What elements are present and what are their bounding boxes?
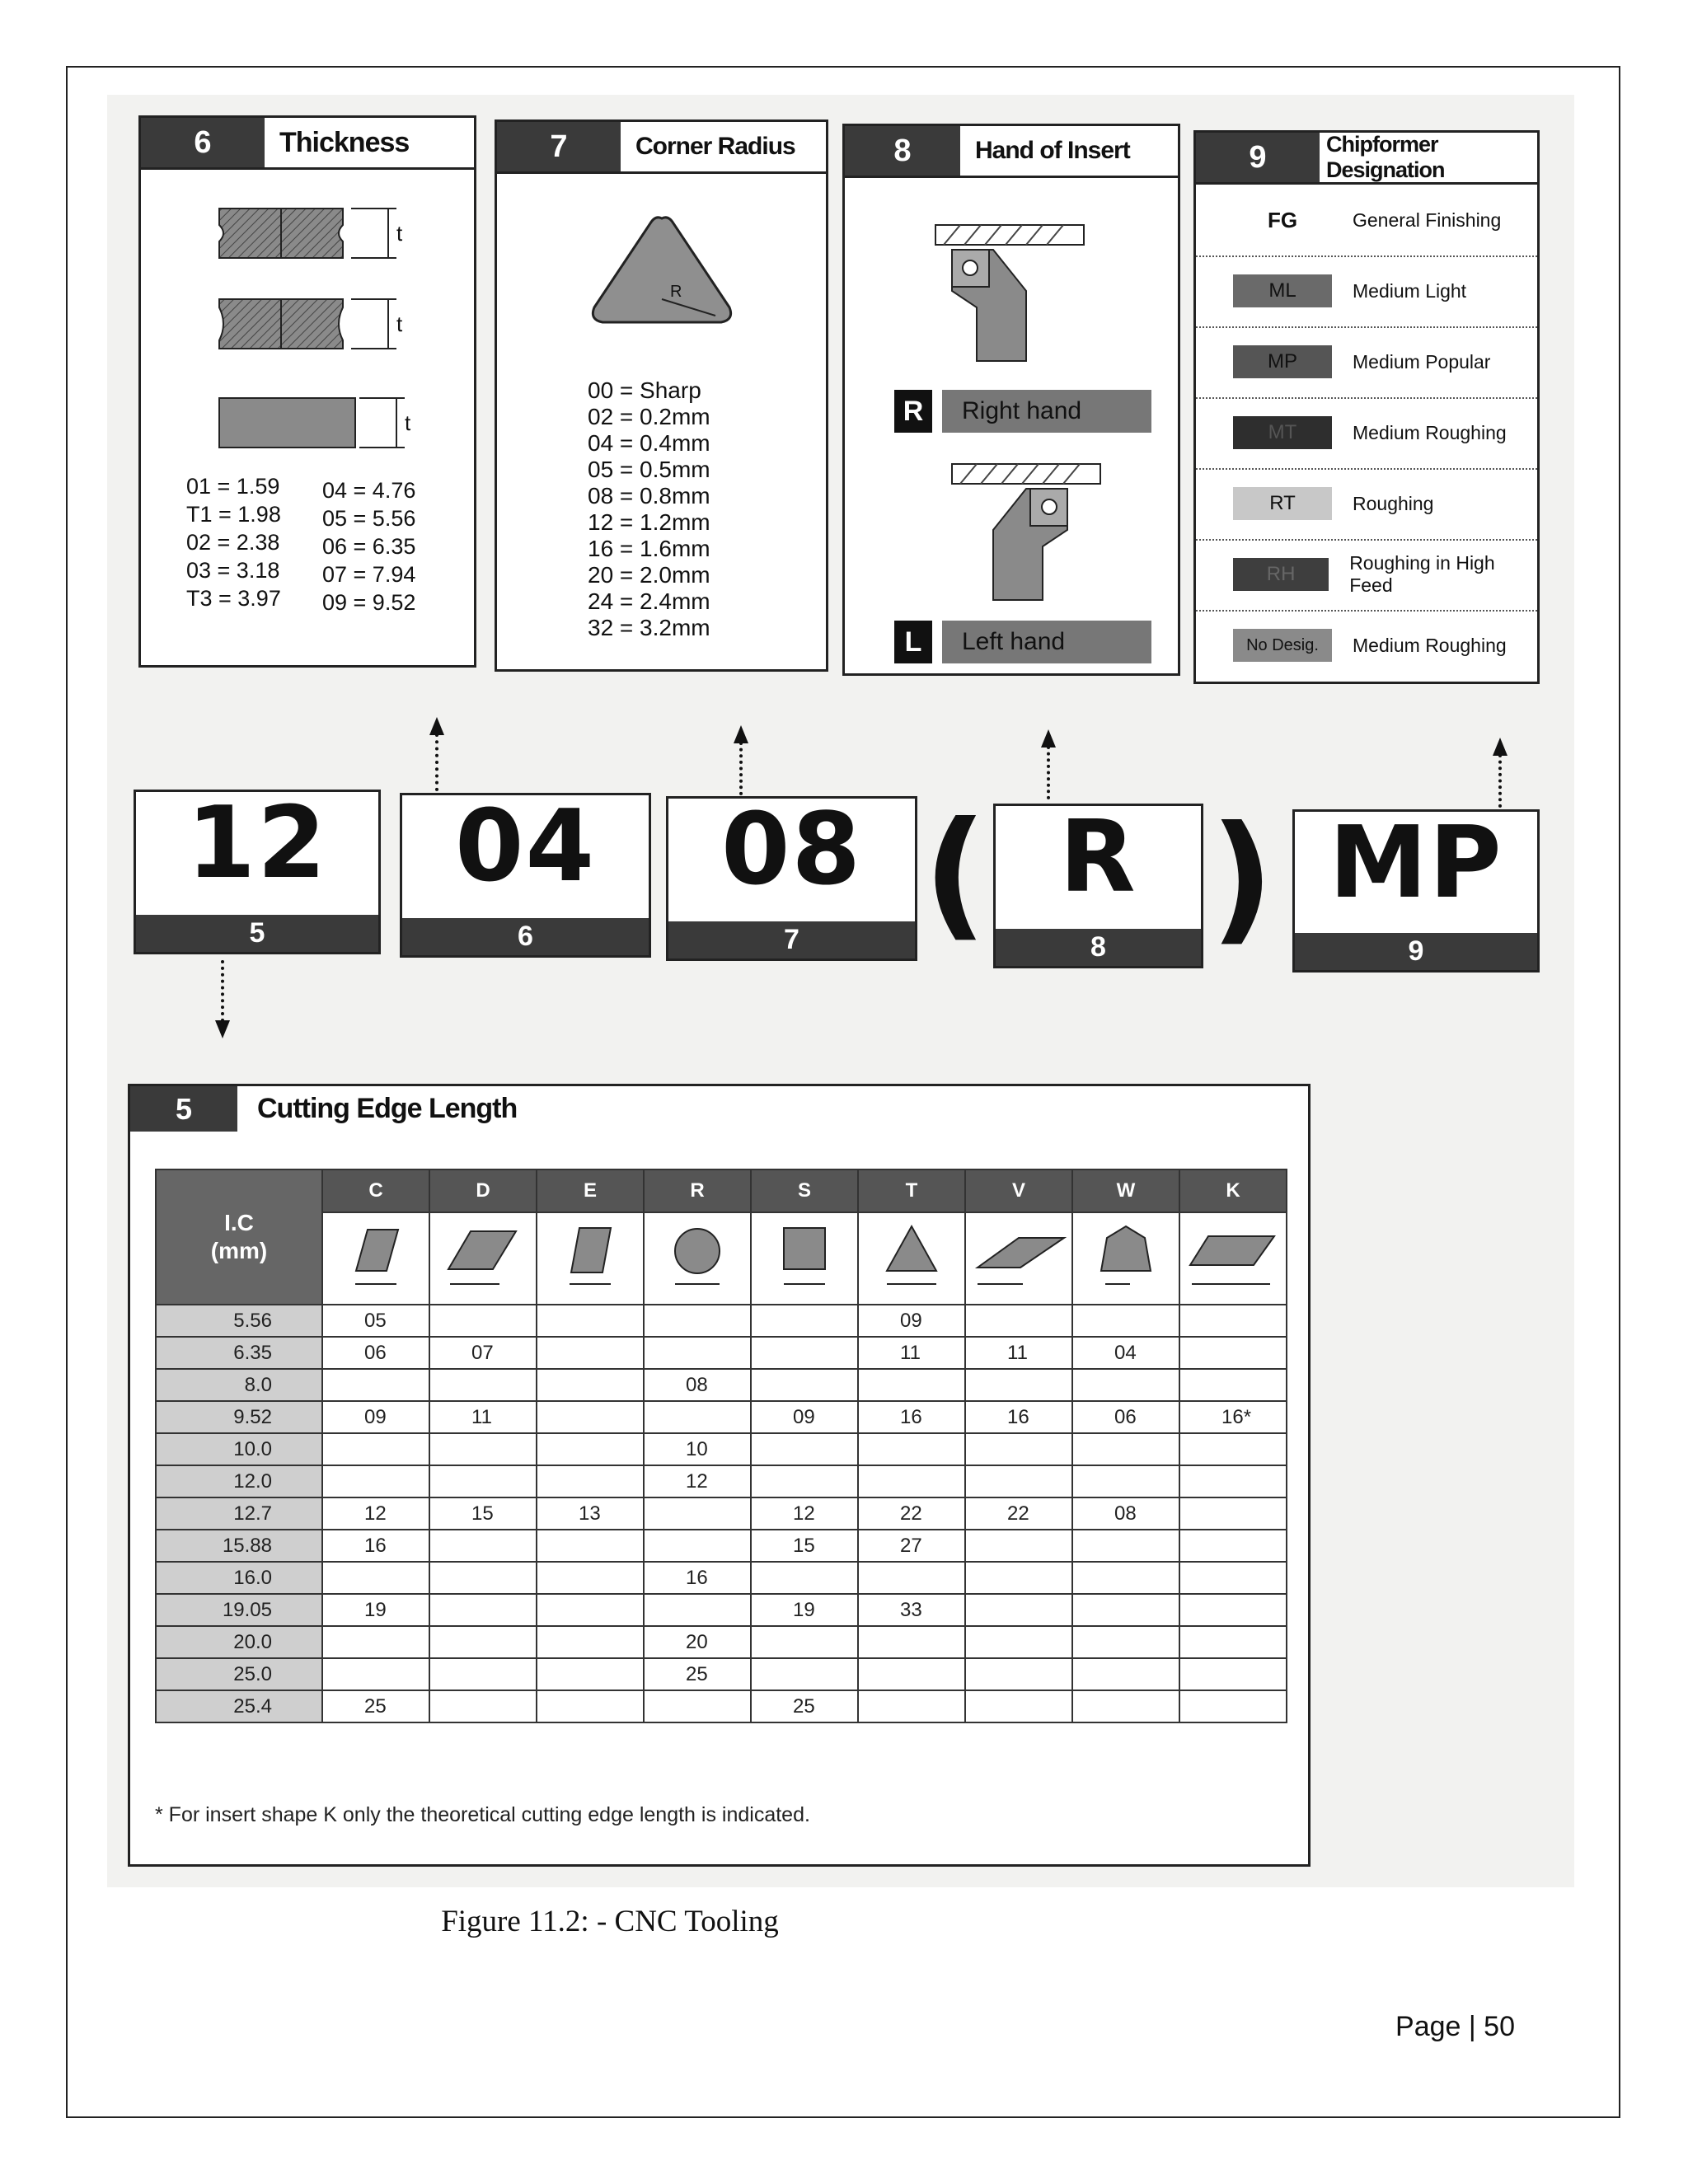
- edge-length-cell: [965, 1530, 1072, 1562]
- radius-value: 24 = 2.4mm: [588, 588, 710, 614]
- thickness-value: T1 = 1.98: [186, 502, 281, 527]
- radius-value: 04 = 0.4mm: [588, 430, 710, 456]
- edge-length-cell: [429, 1562, 537, 1594]
- radius-value: 12 = 1.2mm: [588, 509, 710, 535]
- table-row: [156, 1337, 1287, 1369]
- chipformer-desc: Medium Popular: [1353, 350, 1491, 373]
- shape-d-icon: [429, 1212, 537, 1305]
- chipformer-code: ML: [1233, 274, 1332, 307]
- chipformer-header: [1196, 133, 1537, 185]
- ic-value: 25.4: [156, 1690, 322, 1722]
- edge-length-cell: [644, 1305, 751, 1337]
- edge-length-cell: [537, 1594, 644, 1626]
- insert-profile-3: [219, 398, 355, 448]
- edge-length-cell: 22: [858, 1497, 965, 1530]
- arrow-to-chipformer: [1498, 754, 1502, 808]
- thickness-value: 03 = 3.18: [186, 558, 280, 583]
- radius-value: 02 = 0.2mm: [588, 404, 710, 429]
- cutting-edge-title: Cutting Edge Length: [257, 1093, 518, 1124]
- edge-length-cell: [537, 1401, 644, 1433]
- shape-e-icon: [537, 1212, 644, 1305]
- edge-length-cell: [644, 1690, 751, 1722]
- edge-length-cell: 11: [429, 1401, 537, 1433]
- edge-length-cell: [537, 1690, 644, 1722]
- hand-of-insert-panel: [842, 124, 1180, 676]
- edge-length-cell: [1072, 1626, 1179, 1658]
- radius-value: 20 = 2.0mm: [588, 562, 710, 588]
- column-header-r: R: [644, 1169, 751, 1212]
- code-number: 6: [402, 918, 649, 955]
- edge-length-cell: [1179, 1594, 1287, 1626]
- thickness-header: [141, 118, 474, 170]
- column-header-s: S: [751, 1169, 858, 1212]
- edge-length-cell: 11: [858, 1337, 965, 1369]
- chipformer-code: FG: [1267, 207, 1298, 232]
- edge-length-cell: [1179, 1658, 1287, 1690]
- arrow-tip: [429, 717, 444, 735]
- edge-length-cell: [429, 1465, 537, 1497]
- hand-number: 8: [845, 126, 960, 176]
- edge-length-cell: [1072, 1530, 1179, 1562]
- figure-caption: Figure 11.2: - CNC Tooling: [441, 1905, 779, 1938]
- edge-length-cell: 13: [537, 1497, 644, 1530]
- arrow-tip: [215, 1020, 230, 1038]
- cutting-edge-number: 5: [130, 1086, 237, 1132]
- column-header-v: V: [965, 1169, 1072, 1212]
- cutting-edge-footnote: * For insert shape K only the theoretical cutting edge length is indicated.: [155, 1803, 810, 1826]
- table-header-row: [156, 1169, 1287, 1212]
- ic-value: 20.0: [156, 1626, 322, 1658]
- ic-value: 15.88: [156, 1530, 322, 1562]
- code-number: 5: [136, 915, 378, 952]
- right-hand-row: [894, 390, 1151, 433]
- edge-length-cell: 11: [965, 1337, 1072, 1369]
- thickness-value: 04 = 4.76: [322, 478, 416, 503]
- edge-length-cell: [322, 1433, 429, 1465]
- edge-length-cell: 33: [858, 1594, 965, 1626]
- chipformer-row: [1196, 610, 1537, 681]
- edge-length-cell: [1072, 1658, 1179, 1690]
- edge-length-cell: 09: [751, 1401, 858, 1433]
- edge-length-cell: 15: [751, 1530, 858, 1562]
- edge-length-cell: [1179, 1433, 1287, 1465]
- edge-length-cell: 06: [322, 1337, 429, 1369]
- chipformer-code: RH: [1233, 558, 1329, 591]
- table-row: [156, 1562, 1287, 1594]
- chipformer-code: RT: [1233, 487, 1332, 520]
- code-value: MP: [1329, 806, 1503, 921]
- cutting-edge-panel: [128, 1084, 1311, 1867]
- table-row: [156, 1658, 1287, 1690]
- edge-length-cell: [751, 1658, 858, 1690]
- edge-length-cell: [1179, 1530, 1287, 1562]
- edge-length-cell: [537, 1465, 644, 1497]
- edge-length-cell: [644, 1530, 751, 1562]
- edge-length-cell: 25: [751, 1690, 858, 1722]
- edge-length-cell: [1072, 1305, 1179, 1337]
- hand-of-insert-header: [845, 126, 1178, 178]
- chipformer-row: [1196, 468, 1537, 541]
- chipformer-desc: General Finishing: [1353, 209, 1502, 231]
- edge-length-cell: [322, 1626, 429, 1658]
- edge-length-cell: [1072, 1433, 1179, 1465]
- edge-length-cell: [429, 1626, 537, 1658]
- shape-row: [156, 1212, 1287, 1305]
- edge-length-cell: 08: [644, 1369, 751, 1401]
- arrow-to-cutting-edge: [221, 960, 224, 1022]
- table-row: [156, 1530, 1287, 1562]
- edge-length-cell: [429, 1530, 537, 1562]
- code-value: R: [1059, 800, 1137, 915]
- edge-length-cell: [858, 1690, 965, 1722]
- edge-length-cell: 16: [858, 1401, 965, 1433]
- edge-length-cell: [1179, 1562, 1287, 1594]
- thickness-value: 06 = 6.35: [322, 534, 416, 559]
- edge-length-cell: [965, 1562, 1072, 1594]
- table-row: [156, 1305, 1287, 1337]
- column-header-e: E: [537, 1169, 644, 1212]
- code-number: 9: [1295, 933, 1537, 970]
- edge-length-cell: 04: [1072, 1337, 1179, 1369]
- edge-length-cell: 27: [858, 1530, 965, 1562]
- edge-length-cell: [644, 1497, 751, 1530]
- edge-length-cell: 12: [322, 1497, 429, 1530]
- chipformer-code: MP: [1233, 345, 1332, 378]
- shape-r-icon: [644, 1212, 751, 1305]
- edge-length-cell: [537, 1305, 644, 1337]
- edge-length-cell: [644, 1401, 751, 1433]
- edge-length-cell: [537, 1433, 644, 1465]
- page-number: Page | 50: [1395, 2011, 1515, 2042]
- edge-length-cell: [322, 1658, 429, 1690]
- ic-column-header: [156, 1169, 322, 1305]
- close-parenthesis: ): [1210, 796, 1274, 959]
- edge-length-cell: [1072, 1369, 1179, 1401]
- table-row: [156, 1465, 1287, 1497]
- edge-length-cell: [965, 1433, 1072, 1465]
- edge-length-cell: 25: [322, 1690, 429, 1722]
- thickness-value: 05 = 5.56: [322, 506, 416, 531]
- edge-length-cell: [429, 1658, 537, 1690]
- edge-length-cell: 19: [322, 1594, 429, 1626]
- column-header-w: W: [1072, 1169, 1179, 1212]
- chipformer-number: 9: [1196, 133, 1320, 182]
- edge-length-cell: 16*: [1179, 1401, 1287, 1433]
- left-hand-label: Left hand: [942, 621, 1151, 663]
- ic-unit-label: (mm): [210, 1238, 268, 1263]
- edge-length-cell: [322, 1369, 429, 1401]
- radius-value: 32 = 3.2mm: [588, 615, 710, 640]
- thickness-value: 07 = 7.94: [322, 562, 416, 587]
- thickness-t-label-2: t: [396, 312, 403, 336]
- chipformer-desc: Medium Roughing: [1353, 421, 1507, 443]
- edge-length-cell: 09: [858, 1305, 965, 1337]
- edge-length-cell: [1072, 1690, 1179, 1722]
- edge-length-cell: 08: [1072, 1497, 1179, 1530]
- chipformer-row: [1196, 326, 1537, 399]
- ic-value: 8.0: [156, 1369, 322, 1401]
- table-row: [156, 1497, 1287, 1530]
- right-hand-letter: R: [894, 390, 932, 433]
- code-box-hand: [993, 800, 1203, 968]
- edge-length-cell: [858, 1626, 965, 1658]
- ic-value: 10.0: [156, 1433, 322, 1465]
- code-box-chipformer: [1292, 806, 1540, 972]
- chipformer-list: [1196, 185, 1537, 682]
- table-row: [156, 1433, 1287, 1465]
- thickness-value: T3 = 3.97: [186, 586, 281, 611]
- edge-length-cell: [1179, 1626, 1287, 1658]
- edge-length-cell: [429, 1433, 537, 1465]
- chipformer-row: [1196, 185, 1537, 257]
- edge-length-cell: 25: [644, 1658, 751, 1690]
- corner-radius-panel: [495, 120, 828, 672]
- edge-length-cell: 15: [429, 1497, 537, 1530]
- edge-length-cell: 12: [644, 1465, 751, 1497]
- code-box-cutting-edge: [134, 786, 381, 954]
- chipformer-row: [1196, 255, 1537, 328]
- edge-length-cell: 05: [322, 1305, 429, 1337]
- column-header-k: K: [1179, 1169, 1287, 1212]
- edge-length-cell: [537, 1337, 644, 1369]
- right-hand-tool-icon: [927, 217, 1109, 365]
- thickness-t-label-1: t: [396, 221, 403, 246]
- cutting-edge-rows: [156, 1305, 1287, 1722]
- column-header-c: C: [322, 1169, 429, 1212]
- edge-length-cell: [965, 1658, 1072, 1690]
- edge-length-cell: [429, 1690, 537, 1722]
- thickness-number: 6: [141, 118, 265, 167]
- shape-t-icon: [858, 1212, 965, 1305]
- chipformer-row: [1196, 397, 1537, 470]
- edge-length-cell: 16: [965, 1401, 1072, 1433]
- code-value: 08: [721, 793, 862, 907]
- code-value: 04: [455, 790, 596, 904]
- edge-length-cell: [537, 1562, 644, 1594]
- chipformer-code: MT: [1233, 416, 1332, 449]
- edge-length-cell: [1179, 1497, 1287, 1530]
- chipformer-panel: [1193, 130, 1540, 684]
- corner-radius-triangle-icon: [579, 209, 744, 332]
- edge-length-cell: 06: [1072, 1401, 1179, 1433]
- table-row: [156, 1369, 1287, 1401]
- open-parenthesis: (: [923, 792, 987, 955]
- column-header-t: T: [858, 1169, 965, 1212]
- edge-length-cell: [965, 1690, 1072, 1722]
- left-hand-letter: L: [894, 621, 932, 663]
- cutting-edge-table: [155, 1169, 1287, 1723]
- arrow-to-thickness: [435, 733, 438, 791]
- chipformer-desc: Medium Roughing: [1353, 634, 1507, 656]
- arrow-tip: [1493, 738, 1507, 756]
- edge-length-cell: 16: [644, 1562, 751, 1594]
- edge-length-cell: 22: [965, 1497, 1072, 1530]
- ic-value: 9.52: [156, 1401, 322, 1433]
- thickness-panel: [138, 115, 476, 668]
- table-row: [156, 1401, 1287, 1433]
- chipformer-code: No Desig.: [1233, 629, 1332, 662]
- thickness-value: 02 = 2.38: [186, 530, 280, 555]
- corner-radius-number: 7: [497, 122, 621, 171]
- corner-radius-title: Corner Radius: [621, 122, 826, 171]
- edge-length-cell: [965, 1369, 1072, 1401]
- edge-length-cell: 20: [644, 1626, 751, 1658]
- edge-length-cell: [751, 1433, 858, 1465]
- ic-value: 6.35: [156, 1337, 322, 1369]
- edge-length-cell: 19: [751, 1594, 858, 1626]
- table-row: [156, 1690, 1287, 1722]
- thickness-title: Thickness: [265, 118, 474, 167]
- thickness-values-right: [322, 476, 415, 616]
- edge-length-cell: [965, 1465, 1072, 1497]
- edge-length-cell: [751, 1626, 858, 1658]
- thickness-value: 01 = 1.59: [186, 474, 280, 499]
- chipformer-desc: Roughing in High Feed: [1349, 552, 1495, 596]
- cutting-edge-header: [130, 1086, 1202, 1132]
- edge-length-cell: [322, 1562, 429, 1594]
- edge-length-cell: [429, 1594, 537, 1626]
- radius-value: 05 = 0.5mm: [588, 457, 710, 482]
- thickness-value: 09 = 9.52: [322, 590, 416, 615]
- thickness-insert-diagrams: [211, 200, 409, 472]
- shape-v-icon: [965, 1212, 1072, 1305]
- edge-length-cell: [858, 1562, 965, 1594]
- code-number: 7: [668, 921, 915, 958]
- left-hand-tool-icon: [935, 456, 1117, 604]
- chipformer-desc: Medium Light: [1353, 279, 1467, 302]
- column-header-d: D: [429, 1169, 537, 1212]
- edge-length-cell: [644, 1337, 751, 1369]
- ic-value: 16.0: [156, 1562, 322, 1594]
- edge-length-cell: [1179, 1369, 1287, 1401]
- ic-label: I.C: [224, 1210, 254, 1235]
- arrow-to-hand: [1047, 746, 1050, 799]
- edge-length-cell: [1072, 1465, 1179, 1497]
- edge-length-cell: [1179, 1337, 1287, 1369]
- edge-length-cell: [322, 1465, 429, 1497]
- code-box-thickness: [400, 790, 651, 958]
- edge-length-cell: [751, 1465, 858, 1497]
- radius-value: 08 = 0.8mm: [588, 483, 710, 509]
- code-value: 12: [186, 786, 328, 901]
- thickness-values-left: [186, 472, 281, 612]
- arrow-tip: [1041, 729, 1056, 748]
- chipformer-desc: Roughing: [1353, 492, 1434, 514]
- shape-s-icon: [751, 1212, 858, 1305]
- table-row: [156, 1594, 1287, 1626]
- edge-length-cell: [429, 1369, 537, 1401]
- edge-length-cell: [751, 1369, 858, 1401]
- ic-value: 19.05: [156, 1594, 322, 1626]
- corner-radius-header: [497, 122, 826, 174]
- edge-length-cell: [858, 1433, 965, 1465]
- edge-length-cell: [751, 1337, 858, 1369]
- edge-length-cell: [1072, 1594, 1179, 1626]
- code-number: 8: [996, 929, 1201, 966]
- edge-length-cell: [1179, 1690, 1287, 1722]
- edge-length-cell: [429, 1305, 537, 1337]
- edge-length-cell: 10: [644, 1433, 751, 1465]
- edge-length-cell: 12: [751, 1497, 858, 1530]
- arrow-tip: [734, 725, 748, 743]
- edge-length-cell: [751, 1562, 858, 1594]
- edge-length-cell: [1179, 1305, 1287, 1337]
- edge-length-cell: [965, 1305, 1072, 1337]
- thickness-t-label-3: t: [405, 410, 411, 435]
- ic-value: 12.0: [156, 1465, 322, 1497]
- edge-length-cell: [858, 1369, 965, 1401]
- ic-value: 12.7: [156, 1497, 322, 1530]
- edge-length-cell: [644, 1594, 751, 1626]
- edge-length-cell: [537, 1658, 644, 1690]
- arrow-to-corner-radius: [739, 742, 743, 795]
- edge-length-cell: 16: [322, 1530, 429, 1562]
- edge-length-cell: [858, 1658, 965, 1690]
- table-row: [156, 1626, 1287, 1658]
- edge-length-cell: [751, 1305, 858, 1337]
- chipformer-title: Chipformer Designation: [1320, 133, 1537, 182]
- corner-radius-r-label: R: [670, 283, 682, 301]
- left-hand-row: [894, 621, 1151, 663]
- edge-length-cell: 07: [429, 1337, 537, 1369]
- chipformer-row: [1196, 539, 1537, 612]
- radius-value: 16 = 1.6mm: [588, 536, 710, 561]
- radius-value: 00 = Sharp: [588, 377, 701, 403]
- code-box-corner-radius: [666, 793, 917, 961]
- edge-length-cell: [858, 1465, 965, 1497]
- edge-length-cell: [1179, 1465, 1287, 1497]
- edge-length-cell: [965, 1594, 1072, 1626]
- ic-value: 5.56: [156, 1305, 322, 1337]
- edge-length-cell: 09: [322, 1401, 429, 1433]
- right-hand-label: Right hand: [942, 390, 1151, 433]
- edge-length-cell: [537, 1369, 644, 1401]
- edge-length-cell: [537, 1626, 644, 1658]
- shape-k-icon: [1179, 1212, 1287, 1305]
- edge-length-cell: [965, 1626, 1072, 1658]
- shape-w-icon: [1072, 1212, 1179, 1305]
- shape-c-icon: [322, 1212, 429, 1305]
- ic-value: 25.0: [156, 1658, 322, 1690]
- edge-length-cell: [537, 1530, 644, 1562]
- corner-radius-values: [588, 377, 710, 641]
- hand-title: Hand of Insert: [960, 126, 1178, 176]
- edge-length-cell: [1072, 1562, 1179, 1594]
